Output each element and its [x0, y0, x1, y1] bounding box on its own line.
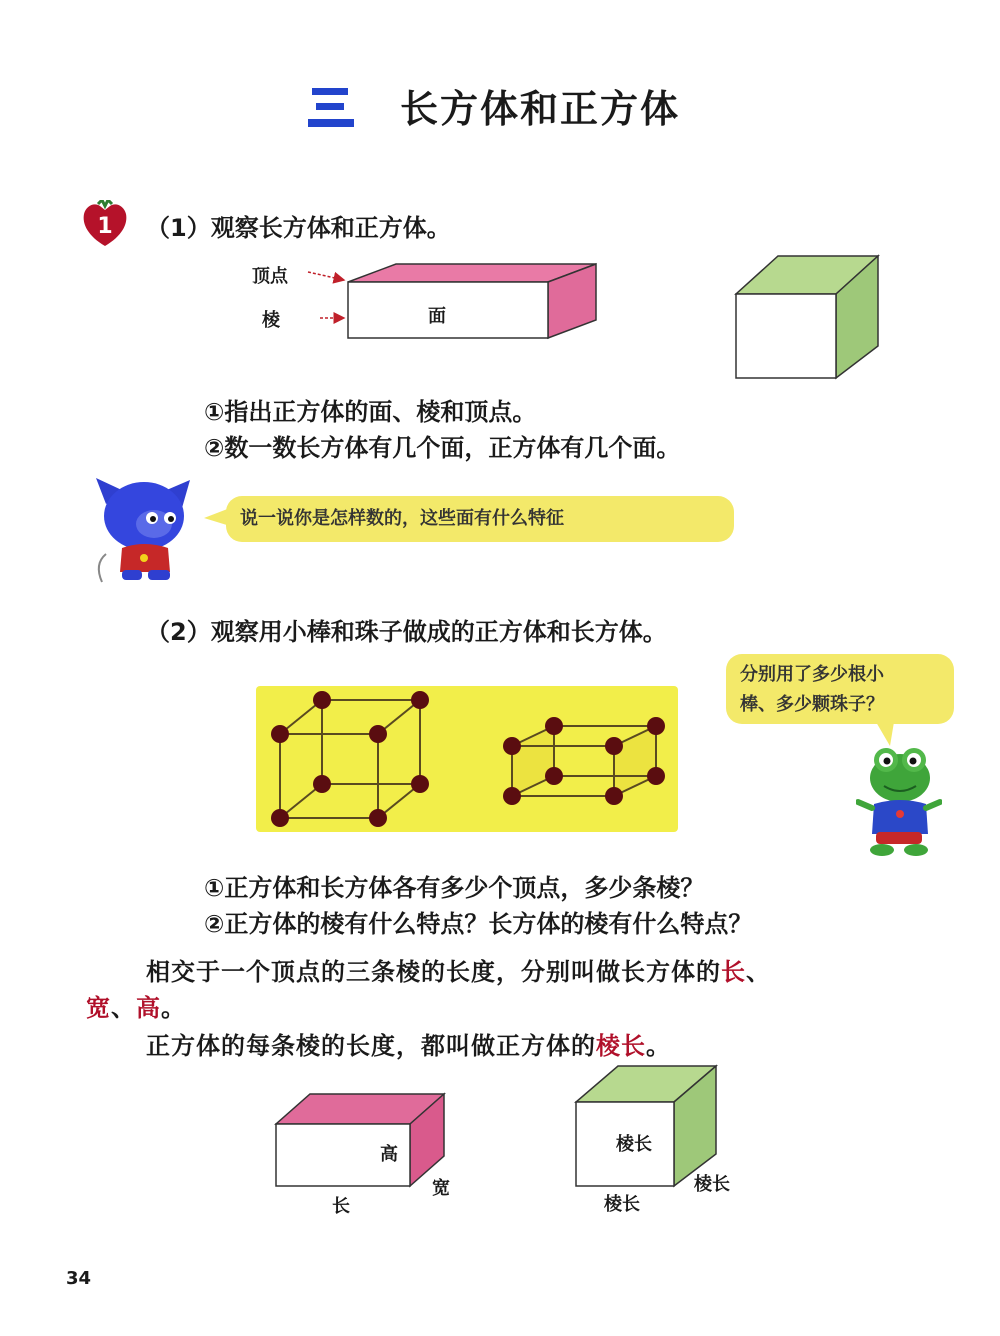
- label-height: 高: [380, 1144, 398, 1165]
- q2-item-2: ②正方体的棱有什么特点？长方体的棱有什么特点？: [204, 910, 753, 938]
- stick-cube-model: [280, 700, 420, 818]
- chapter-title: 长方体和正方体: [400, 87, 681, 131]
- label-edge-length-1: 棱长: [616, 1134, 652, 1155]
- definition-line-1-continued: [86, 988, 186, 1023]
- mouse-bubble-tail: [204, 508, 230, 532]
- page-number: 34: [66, 1268, 92, 1289]
- term-edge-length: 棱长: [596, 1032, 646, 1060]
- definition-line-1: [146, 952, 771, 987]
- exercise-badge: [80, 200, 130, 248]
- q2-item-1: ①正方体和长方体各有多少个顶点，多少条棱？: [204, 874, 705, 902]
- term-width: 宽: [86, 994, 111, 1022]
- definition-end-1: 。: [161, 994, 186, 1022]
- frog-speech-bubble: [726, 654, 954, 724]
- badge-number: 1: [97, 214, 113, 239]
- frog-bubble-line-2: 棒、多少颗珠子？: [740, 694, 884, 715]
- label-vertex: 顶点: [252, 266, 288, 287]
- term-length: 长: [721, 958, 746, 986]
- q1-item-2: ②数一数长方体有几个面，正方体有几个面。: [204, 434, 681, 462]
- definition-2-prefix: 正方体的每条棱的长度，都叫做正方体的: [146, 1032, 596, 1060]
- label-face: 面: [428, 306, 446, 327]
- q1-item-1: ①指出正方体的面、棱和顶点。: [204, 398, 537, 426]
- label-edge-length-2: 棱长: [694, 1174, 730, 1195]
- definition-line-2: [146, 1026, 671, 1061]
- mouse-bubble-text: 说一说你是怎样数的，这些面有什么特征: [240, 508, 564, 529]
- cuboid-figure: [300, 258, 620, 352]
- term-height: 高: [136, 994, 161, 1022]
- mouse-speech-bubble: [226, 496, 734, 542]
- label-length: 长: [332, 1196, 350, 1217]
- cuboid-dimensions-figure: [270, 1088, 450, 1198]
- label-edge-length-3: 棱长: [604, 1194, 640, 1215]
- question-1: （1）观察长方体和正方体。: [146, 214, 451, 242]
- frog-character: [856, 744, 942, 864]
- label-edge: 棱: [262, 310, 280, 331]
- cube-figure: [730, 250, 885, 389]
- chapter-number: [308, 84, 354, 130]
- definition-sep-1: 、: [746, 958, 771, 986]
- mouse-character: [92, 474, 202, 593]
- definition-1-prefix: 相交于一个顶点的三条棱的长度，分别叫做长方体的: [146, 958, 721, 986]
- stick-bead-models: [256, 686, 678, 836]
- definition-sep-2: 、: [111, 994, 136, 1022]
- question-2: （2）观察用小棒和珠子做成的正方体和长方体。: [146, 618, 667, 646]
- frog-bubble-line-1: 分别用了多少根小: [740, 664, 884, 685]
- definition-end-2: 。: [646, 1032, 671, 1060]
- label-width: 宽: [432, 1178, 450, 1199]
